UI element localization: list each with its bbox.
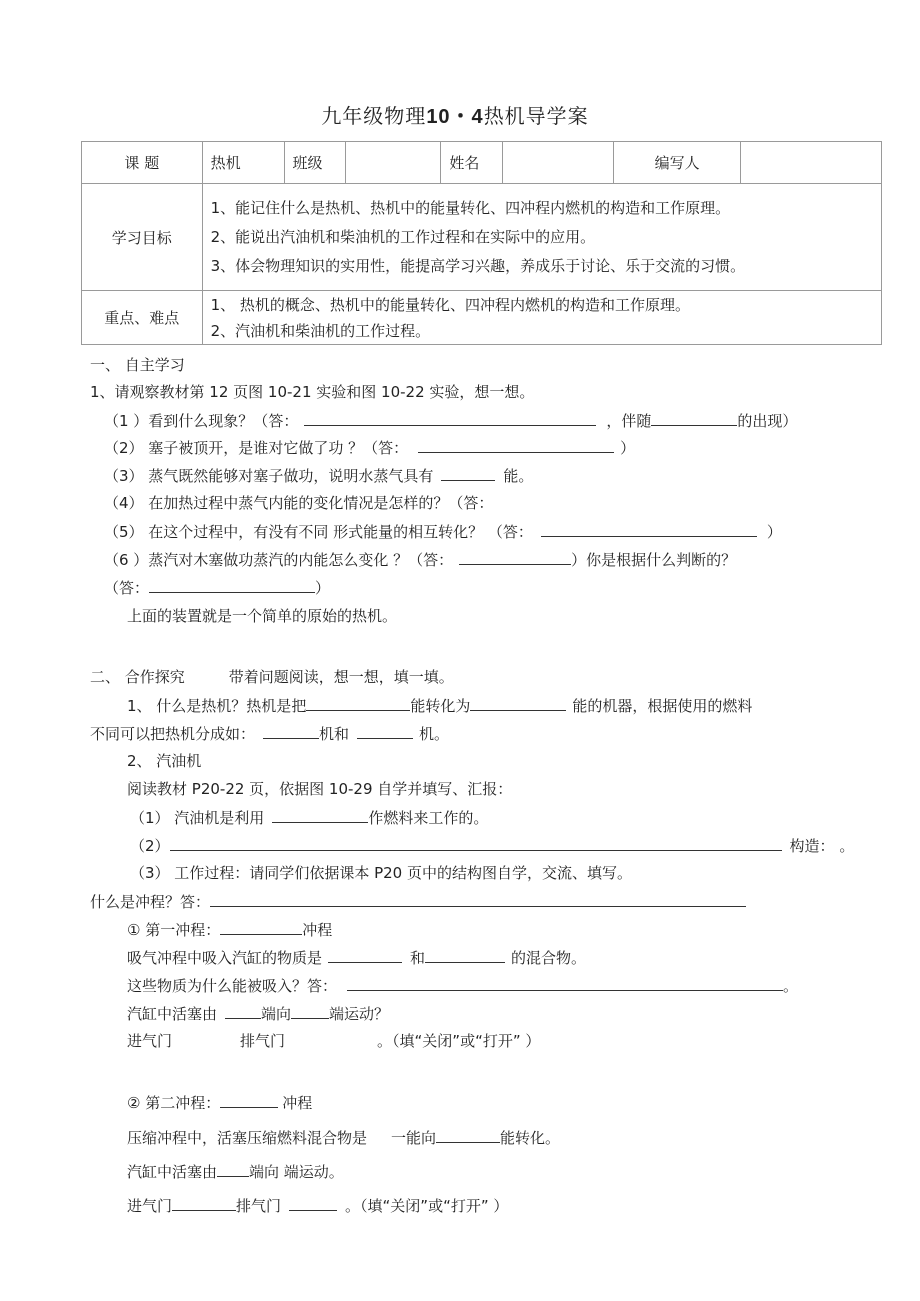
author-label: 编写人: [614, 142, 741, 184]
heat-engine-types: 不同可以把热机分成如： 机和 机。: [90, 725, 450, 743]
section2-heading: 二、 合作探究 带着问题阅读，想一想，填一填。: [90, 668, 454, 686]
class-label: 班级: [284, 142, 345, 184]
name-field[interactable]: [503, 142, 614, 184]
keypoint-item: 1、 热机的概念、热机中的能量转化、四冲程内燃机的构造和工作原理。: [210, 295, 690, 314]
stroke-2-heading: ② 第二冲程： 冲程: [127, 1094, 313, 1112]
answer-blank[interactable]: [436, 1127, 500, 1143]
answer-blank[interactable]: [541, 521, 757, 537]
piston-direction-2: 汽缸中活塞由 端向 端运动。: [127, 1163, 344, 1181]
answer-blank[interactable]: [210, 891, 746, 907]
answer-blank[interactable]: [272, 807, 368, 823]
answer-blank[interactable]: [441, 465, 495, 481]
answer-blank[interactable]: [347, 975, 783, 991]
gasoline-engine-heading: 2、 汽油机: [127, 752, 202, 770]
answer-blank[interactable]: [291, 1003, 329, 1019]
author-field[interactable]: [741, 142, 882, 184]
section1-summary: 上面的装置就是一个简单的原始的热机。: [127, 607, 398, 625]
answer-blank[interactable]: [220, 919, 302, 935]
info-row-keypoints: [82, 291, 882, 345]
question-6-reason: （答： ）: [104, 579, 331, 597]
class-field[interactable]: [345, 142, 441, 184]
answer-blank[interactable]: [170, 835, 782, 851]
answer-blank[interactable]: [263, 723, 319, 739]
compression-energy: 压缩冲程中，活塞压缩燃料混合物是 一能向 能转化。: [127, 1129, 561, 1147]
answer-blank[interactable]: [304, 410, 596, 426]
question-6: （6 ）蒸汽对木塞做功蒸汽的内能怎么变化 ？（答： ）你是根据什么判断的？: [104, 551, 737, 569]
goal-item: 3、体会物理知识的实用性，能提高学习兴趣，养成乐于讨论、乐于交流的习惯。: [210, 256, 746, 275]
working-process: （3） 工作过程：请同学们依据课本 P20 页中的结构图自学，交流、填写。: [130, 864, 632, 882]
fuel-question: （1） 汽油机是利用 作燃料来工作的。: [130, 809, 489, 827]
answer-blank[interactable]: [418, 437, 614, 453]
goal-item: 1、能记住什么是热机、热机中的能量转化、四冲程内燃机的构造和工作原理。: [210, 198, 731, 217]
info-row-header: [82, 142, 882, 184]
name-label: 姓名: [441, 142, 503, 184]
answer-blank[interactable]: [357, 723, 413, 739]
intake-reason: 这些物质为什么能被吸入？答： 。: [127, 977, 799, 995]
intake-substances: 吸气冲程中吸入汽缸的物质是 和 的混合物。: [127, 949, 587, 967]
goals-list: [202, 184, 881, 291]
info-table: [81, 141, 882, 345]
answer-blank[interactable]: [470, 695, 566, 711]
stroke-question: 什么是冲程？答：: [90, 891, 746, 912]
title-number: 10・4: [426, 106, 484, 128]
title-main: 九年级物理: [321, 104, 427, 128]
course-value: 热机: [202, 142, 284, 184]
stroke-1-heading: ① 第一冲程： 冲程: [127, 921, 333, 939]
question-4: （4） 在加热过程中蒸气内能的变化情况是怎样的？（答：: [104, 494, 494, 512]
answer-blank[interactable]: [651, 410, 737, 426]
valve-state-2: 进气门 排气门 。（填“关闭”或“打开” ）: [127, 1197, 509, 1215]
question-5: （5） 在这个过程中，有没有不同 形式能量的相互转化？ （答： ）: [104, 523, 782, 541]
structure-question: （2） 构造： 。: [130, 837, 855, 855]
answer-blank[interactable]: [328, 947, 402, 963]
valve-state-1: 进气门 排气门 。（填“关闭”或“打开” ）: [127, 1032, 541, 1050]
question-1: （1 ）看到什么现象？（答： ，伴随 的出现）: [104, 412, 798, 430]
info-row-goals: [82, 184, 882, 291]
answer-blank[interactable]: [306, 695, 410, 711]
reading-instruction: 阅读教材 P20-22 页，依据图 10-29 自学并填写、汇报：: [127, 780, 513, 798]
page-title: [0, 100, 910, 129]
answer-blank[interactable]: [289, 1195, 337, 1211]
keypoints-list: [202, 291, 881, 345]
keypoint-item: 2、汽油机和柴油机的工作过程。: [210, 321, 431, 340]
title-rest: 热机导学案: [483, 104, 589, 128]
answer-blank[interactable]: [459, 549, 571, 565]
keypoints-label: 重点、难点: [82, 291, 203, 345]
goals-label: 学习目标: [82, 184, 203, 291]
goal-item: 2、能说出汽油机和柴油机的工作过程和在实际中的应用。: [210, 227, 596, 246]
answer-blank[interactable]: [225, 1003, 261, 1019]
question-3: （3） 蒸气既然能够对塞子做功，说明水蒸气具有 能。: [104, 467, 534, 485]
course-label: 课 题: [82, 142, 203, 184]
question-2: （2） 塞子被顶开，是谁对它做了功 ？（答： ）: [104, 439, 636, 457]
piston-direction-1: 汽缸中活塞由 端向 端运动？: [127, 1005, 390, 1023]
answer-blank[interactable]: [425, 947, 505, 963]
answer-blank[interactable]: [149, 577, 315, 593]
heat-engine-question: 1、 什么是热机？热机是把 能转化为 能的机器，根据使用的燃料: [127, 697, 753, 715]
answer-blank[interactable]: [217, 1161, 249, 1177]
section1-intro: 1、请观察教材第 12 页图 10-21 实验和图 10-22 实验，想一想。: [90, 383, 535, 401]
answer-blank[interactable]: [172, 1195, 236, 1211]
answer-blank[interactable]: [220, 1092, 278, 1108]
section1-heading: 一、 自主学习: [90, 356, 185, 374]
